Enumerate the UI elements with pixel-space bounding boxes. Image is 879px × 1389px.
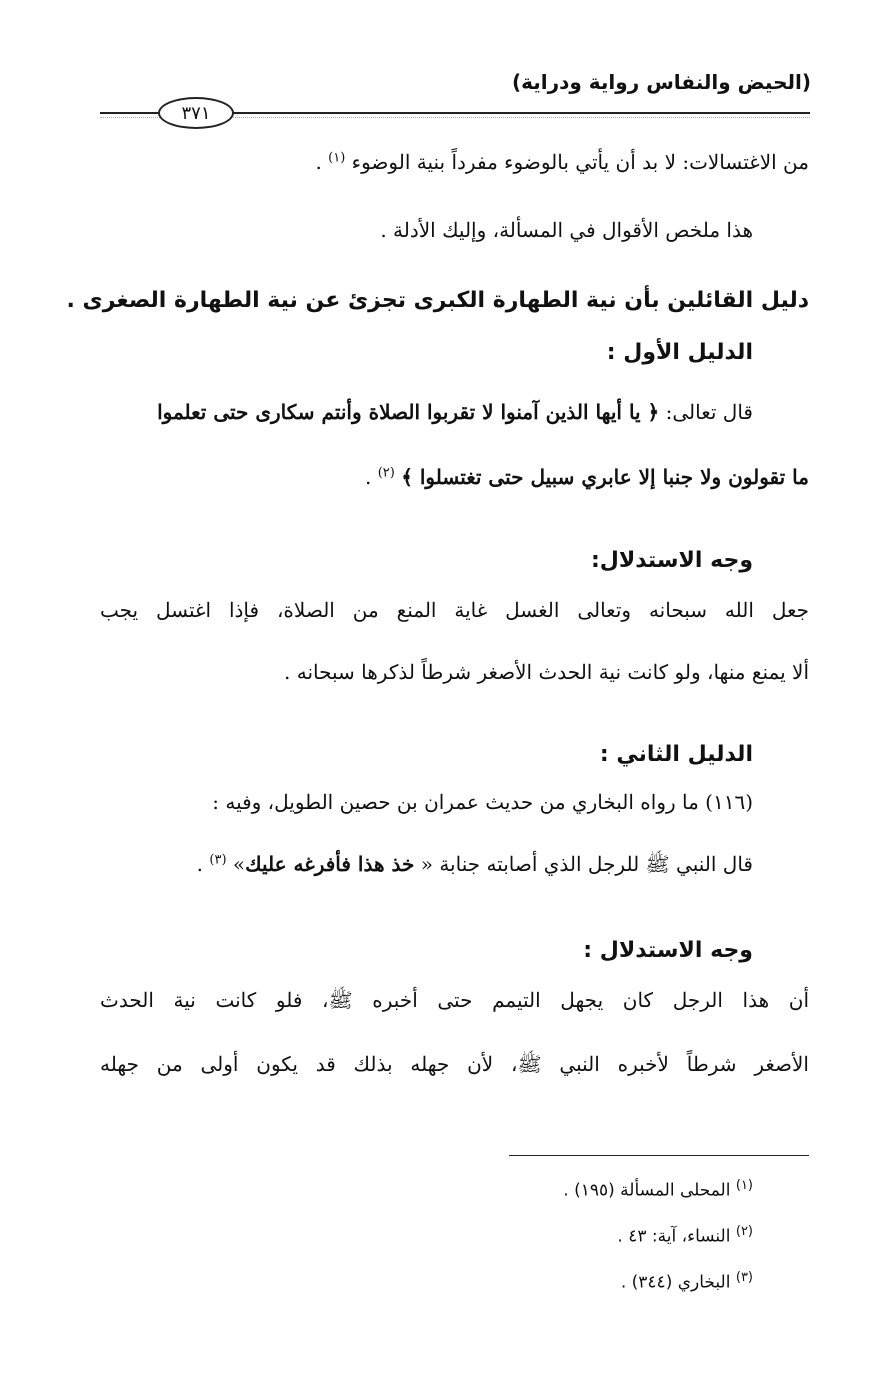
- footnote-divider: [509, 1155, 809, 1156]
- evidence-2-title: الدليل الثاني :: [599, 742, 753, 767]
- running-header-title: (الحيض والنفاس رواية ودراية): [511, 70, 811, 94]
- reasoning-2-title: وجه الاستدلال :: [583, 938, 753, 963]
- hadith-line-2: [197, 852, 753, 881]
- hadith-line-2-start: قال النبي ﷺ للرجل الذي أصابته جنابة «: [420, 852, 753, 876]
- hadith-line-2-end: .: [196, 852, 204, 876]
- reasoning-2-line-2: الأصغر شرطاً لأخبره النبي ﷺ، لأن جهله بذلك قد يكون أولى من جهله: [100, 1052, 809, 1076]
- quran-verse-part-2: ما تقولون ولا جنبا إلا عابري سبيل حتى تغتسلوا ﴾: [401, 465, 809, 489]
- footnote-1: [563, 1178, 753, 1201]
- hadith-quote-close: »: [232, 852, 246, 876]
- footnote-3-number: (٣): [735, 1270, 753, 1285]
- reasoning-1-line-1: جعل الله سبحانه وتعالى الغسل غاية المنع من الصلاة، فإذا اغتسل يجب: [100, 598, 809, 622]
- page-number: ٣٧١: [158, 97, 234, 129]
- text-line-2: هذا ملخص الأقوال في المسألة، وإليك الأدلة .: [380, 218, 753, 242]
- footnote-2-number: (٢): [735, 1224, 753, 1239]
- quran-line-1: [100, 400, 753, 424]
- evidence-1-title: الدليل الأول :: [606, 340, 753, 365]
- footnote-3-text: البخاري (٣٤٤) .: [620, 1272, 731, 1293]
- footnote-ref-2: (٢): [377, 465, 395, 481]
- footnote-ref-3: (٣): [209, 852, 227, 868]
- reasoning-2-line-1: أن هذا الرجل كان يجهل التيمم حتى أخبره ﷺ، فلو كانت نية الحدث: [100, 988, 809, 1012]
- reasoning-1-line-2: ألا يمنع منها، ولو كانت نية الحدث الأصغر شرطاً لذكرها سبحانه .: [284, 660, 809, 684]
- hadith-quote: خذ هذا فأفرغه عليك: [245, 852, 415, 876]
- footnote-ref-1: (١): [328, 150, 346, 166]
- reasoning-1-title: وجه الاستدلال:: [590, 548, 753, 573]
- hadith-line-1: (١١٦) ما رواه البخاري من حديث عمران بن حصين الطويل، وفيه :: [212, 790, 753, 814]
- footnote-2-text: النساء، آية: ٤٣ .: [617, 1226, 731, 1247]
- quran-line-2: [365, 465, 809, 489]
- quran-verse-part-1: ﴿ يا أيها الذين آمنوا لا تقربوا الصلاة وأنتم سكارى حتى تعلموا: [157, 400, 660, 424]
- quran-line-2-end: .: [364, 465, 372, 489]
- quote-intro: قال تعالى:: [665, 400, 753, 424]
- footnote-1-number: (١): [735, 1178, 753, 1193]
- section-heading: دليل القائلين بأن نية الطهارة الكبرى تجزئ عن نية الطهارة الصغرى .: [66, 288, 809, 313]
- text-line-1-end: .: [315, 150, 322, 174]
- text-line-1: [315, 150, 809, 174]
- footnote-2: [617, 1224, 753, 1247]
- text-line-1-body: من الاغتسالات: لا بد أن يأتي بالوضوء مفرداً بنية الوضوء: [351, 150, 809, 174]
- footnote-3: [621, 1270, 753, 1293]
- footnote-1-text: المحلى المسألة (١٩٥) .: [563, 1180, 731, 1201]
